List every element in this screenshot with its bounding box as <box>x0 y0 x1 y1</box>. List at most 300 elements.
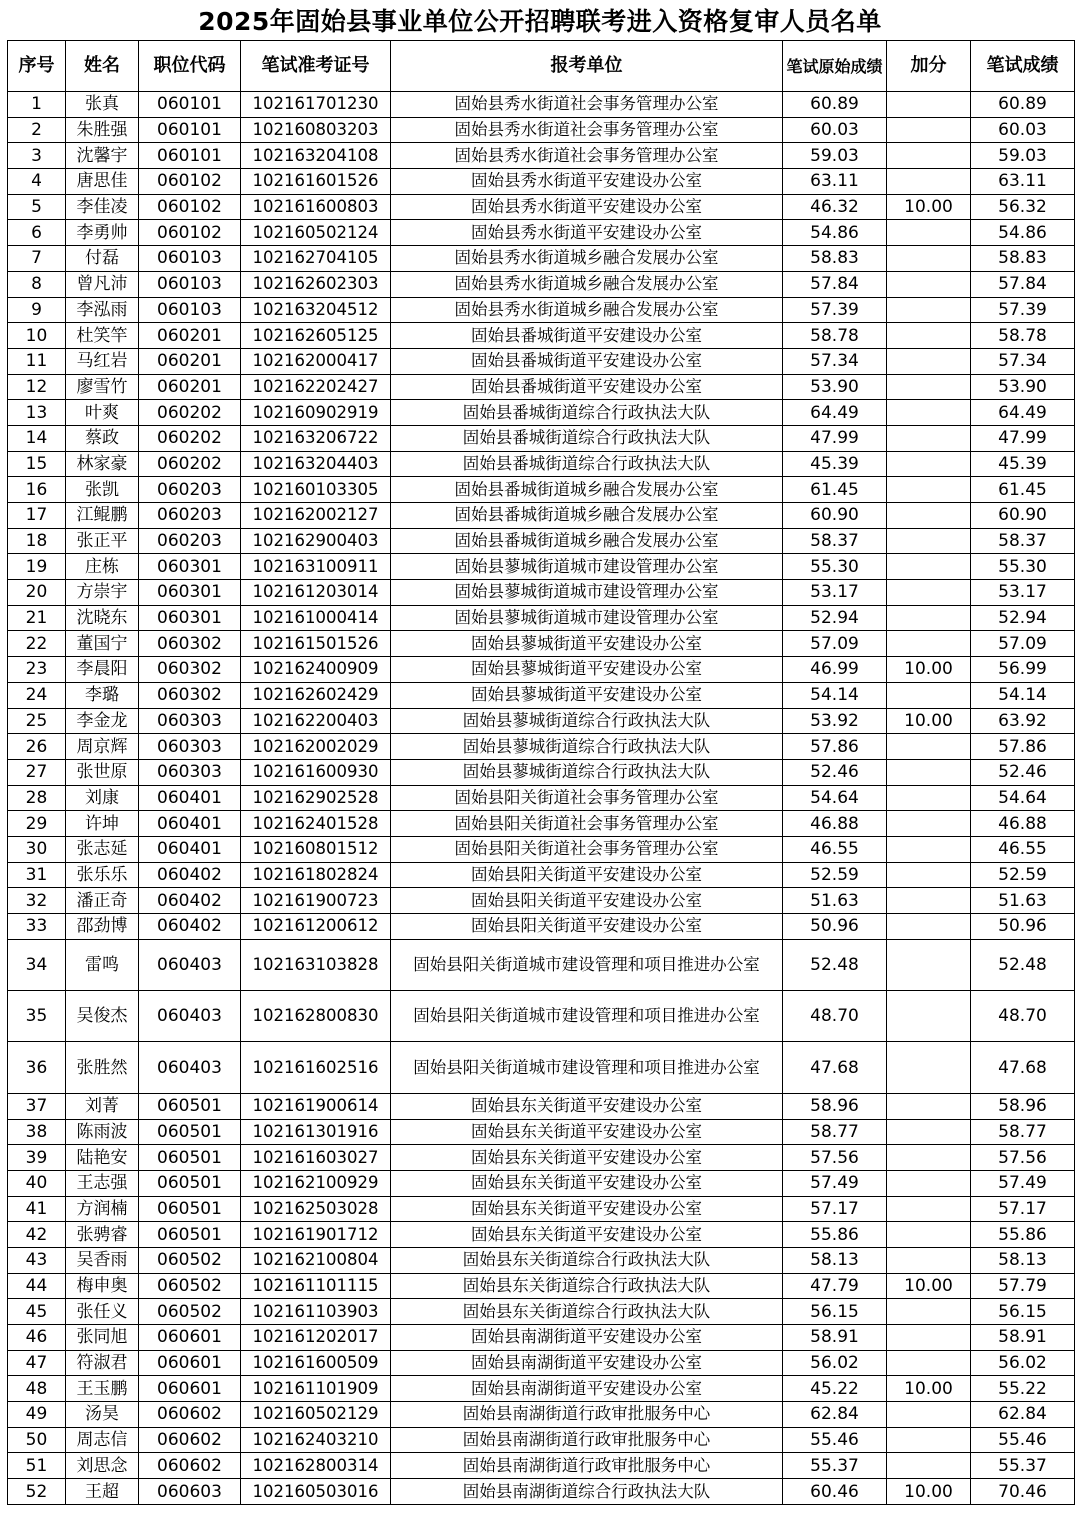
cell-index: 48 <box>8 1376 66 1402</box>
cell-unit: 固始县南湖街道综合行政执法大队 <box>391 1479 783 1505</box>
cell-bonus <box>887 836 971 862</box>
cell-unit: 固始县阳关街道社会事务管理办公室 <box>391 811 783 837</box>
cell-raw-score: 57.84 <box>783 271 887 297</box>
cell-name: 李勇帅 <box>66 220 139 246</box>
cell-exam-id: 102161203014 <box>241 580 391 606</box>
cell-index: 10 <box>8 323 66 349</box>
table-row <box>8 297 1075 323</box>
cell-index: 1 <box>8 92 66 118</box>
cell-position-code: 060501 <box>139 1196 241 1222</box>
cell-index: 31 <box>8 862 66 888</box>
cell-bonus: 10.00 <box>887 1479 971 1505</box>
cell-exam-id: 102162704105 <box>241 246 391 272</box>
cell-unit: 固始县番城街道城乡融合发展办公室 <box>391 528 783 554</box>
cell-exam-id: 102163204403 <box>241 451 391 477</box>
cell-unit: 固始县南湖街道行政审批服务中心 <box>391 1453 783 1479</box>
table-row <box>8 425 1075 451</box>
cell-name: 张凯 <box>66 477 139 503</box>
cell-exam-id: 102162602429 <box>241 682 391 708</box>
cell-unit: 固始县番城街道平安建设办公室 <box>391 374 783 400</box>
cell-raw-score: 53.92 <box>783 708 887 734</box>
cell-index: 40 <box>8 1170 66 1196</box>
cell-position-code: 060301 <box>139 605 241 631</box>
cell-exam-id: 102161602516 <box>241 1042 391 1093</box>
cell-final-score: 56.32 <box>971 194 1075 220</box>
cell-final-score: 57.86 <box>971 734 1075 760</box>
table-row <box>8 759 1075 785</box>
cell-bonus <box>887 605 971 631</box>
cell-exam-id: 102162800830 <box>241 991 391 1042</box>
table-row <box>8 657 1075 683</box>
cell-raw-score: 60.89 <box>783 92 887 118</box>
cell-unit: 固始县东关街道综合行政执法大队 <box>391 1273 783 1299</box>
cell-final-score: 57.39 <box>971 297 1075 323</box>
table-row <box>8 811 1075 837</box>
cell-index: 46 <box>8 1325 66 1351</box>
cell-position-code: 060301 <box>139 554 241 580</box>
cell-index: 20 <box>8 580 66 606</box>
cell-final-score: 52.46 <box>971 759 1075 785</box>
cell-position-code: 060403 <box>139 1042 241 1093</box>
cell-name: 李晨阳 <box>66 657 139 683</box>
cell-final-score: 53.17 <box>971 580 1075 606</box>
cell-bonus <box>887 1325 971 1351</box>
cell-index: 45 <box>8 1299 66 1325</box>
cell-position-code: 060302 <box>139 682 241 708</box>
cell-exam-id: 102161901712 <box>241 1222 391 1248</box>
cell-position-code: 060102 <box>139 194 241 220</box>
page-title: 2025年固始县事业单位公开招聘联考进入资格复审人员名单 <box>198 7 882 36</box>
cell-unit: 固始县东关街道平安建设办公室 <box>391 1196 783 1222</box>
cell-final-score: 58.91 <box>971 1325 1075 1351</box>
cell-index: 16 <box>8 477 66 503</box>
cell-exam-id: 102162100929 <box>241 1170 391 1196</box>
cell-final-score: 63.92 <box>971 708 1075 734</box>
cell-exam-id: 102160803203 <box>241 117 391 143</box>
cell-final-score: 51.63 <box>971 888 1075 914</box>
cell-name: 江鲲鹏 <box>66 503 139 529</box>
cell-index: 43 <box>8 1247 66 1273</box>
cell-position-code: 060102 <box>139 169 241 195</box>
cell-position-code: 060501 <box>139 1170 241 1196</box>
cell-raw-score: 52.94 <box>783 605 887 631</box>
cell-raw-score: 46.88 <box>783 811 887 837</box>
cell-raw-score: 53.90 <box>783 374 887 400</box>
cell-exam-id: 102162605125 <box>241 323 391 349</box>
table-row <box>8 734 1075 760</box>
cell-unit: 固始县秀水街道平安建设办公室 <box>391 169 783 195</box>
cell-unit: 固始县番城街道综合行政执法大队 <box>391 400 783 426</box>
cell-bonus: 10.00 <box>887 194 971 220</box>
cell-name: 张正平 <box>66 528 139 554</box>
cell-name: 张乐乐 <box>66 862 139 888</box>
cell-exam-id: 102162000417 <box>241 348 391 374</box>
header-raw-score: 笔试原始成绩 <box>783 41 887 92</box>
cell-raw-score: 58.37 <box>783 528 887 554</box>
cell-unit: 固始县蓼城街道综合行政执法大队 <box>391 708 783 734</box>
cell-final-score: 45.39 <box>971 451 1075 477</box>
cell-exam-id: 102161600803 <box>241 194 391 220</box>
cell-exam-id: 102163100911 <box>241 554 391 580</box>
cell-final-score: 57.84 <box>971 271 1075 297</box>
table-row <box>8 477 1075 503</box>
cell-exam-id: 102161501526 <box>241 631 391 657</box>
cell-raw-score: 57.34 <box>783 348 887 374</box>
table-row <box>8 1042 1075 1093</box>
cell-exam-id: 102160801512 <box>241 836 391 862</box>
cell-name: 张任义 <box>66 1299 139 1325</box>
cell-position-code: 060303 <box>139 734 241 760</box>
cell-final-score: 59.03 <box>971 143 1075 169</box>
cell-unit: 固始县东关街道综合行政执法大队 <box>391 1299 783 1325</box>
cell-raw-score: 60.46 <box>783 1479 887 1505</box>
table-row <box>8 451 1075 477</box>
table-row <box>8 939 1075 990</box>
cell-index: 37 <box>8 1093 66 1119</box>
cell-exam-id: 102161101115 <box>241 1273 391 1299</box>
cell-unit: 固始县番城街道综合行政执法大队 <box>391 451 783 477</box>
cell-final-score: 54.14 <box>971 682 1075 708</box>
cell-bonus <box>887 939 971 990</box>
cell-raw-score: 55.86 <box>783 1222 887 1248</box>
cell-raw-score: 47.99 <box>783 425 887 451</box>
cell-name: 张胜然 <box>66 1042 139 1093</box>
cell-position-code: 060602 <box>139 1453 241 1479</box>
cell-bonus <box>887 1196 971 1222</box>
table-row <box>8 323 1075 349</box>
table-row <box>8 1222 1075 1248</box>
cell-unit: 固始县东关街道平安建设办公室 <box>391 1119 783 1145</box>
cell-index: 34 <box>8 939 66 990</box>
cell-name: 陈雨波 <box>66 1119 139 1145</box>
cell-name: 廖雪竹 <box>66 374 139 400</box>
cell-exam-id: 102162800314 <box>241 1453 391 1479</box>
cell-final-score: 63.11 <box>971 169 1075 195</box>
cell-bonus <box>887 1247 971 1273</box>
table-row <box>8 194 1075 220</box>
header-unit: 报考单位 <box>391 41 783 92</box>
cell-bonus <box>887 220 971 246</box>
cell-name: 林家豪 <box>66 451 139 477</box>
cell-unit: 固始县南湖街道平安建设办公室 <box>391 1325 783 1351</box>
cell-bonus <box>887 477 971 503</box>
table-row <box>8 271 1075 297</box>
cell-raw-score: 58.78 <box>783 323 887 349</box>
cell-exam-id: 102162200403 <box>241 708 391 734</box>
cell-exam-id: 102161000414 <box>241 605 391 631</box>
cell-exam-id: 102161601526 <box>241 169 391 195</box>
cell-raw-score: 56.02 <box>783 1350 887 1376</box>
cell-unit: 固始县番城街道综合行政执法大队 <box>391 425 783 451</box>
cell-bonus <box>887 862 971 888</box>
cell-index: 22 <box>8 631 66 657</box>
table-row <box>8 1299 1075 1325</box>
cell-exam-id: 102162602303 <box>241 271 391 297</box>
cell-position-code: 060401 <box>139 785 241 811</box>
cell-index: 49 <box>8 1402 66 1428</box>
cell-position-code: 060203 <box>139 477 241 503</box>
cell-position-code: 060101 <box>139 143 241 169</box>
cell-final-score: 48.70 <box>971 991 1075 1042</box>
cell-bonus <box>887 734 971 760</box>
cell-position-code: 060601 <box>139 1376 241 1402</box>
cell-bonus <box>887 1299 971 1325</box>
header-final-score: 笔试成绩 <box>971 41 1075 92</box>
cell-exam-id: 102161103903 <box>241 1299 391 1325</box>
cell-exam-id: 102163103828 <box>241 939 391 990</box>
cell-raw-score: 54.64 <box>783 785 887 811</box>
cell-name: 陆艳安 <box>66 1145 139 1171</box>
cell-unit: 固始县东关街道综合行政执法大队 <box>391 1247 783 1273</box>
cell-exam-id: 102160503016 <box>241 1479 391 1505</box>
cell-name: 邵劲博 <box>66 914 139 940</box>
cell-position-code: 060401 <box>139 811 241 837</box>
table-row <box>8 708 1075 734</box>
cell-unit: 固始县阳关街道平安建设办公室 <box>391 862 783 888</box>
cell-unit: 固始县秀水街道社会事务管理办公室 <box>391 117 783 143</box>
cell-name: 刘思念 <box>66 1453 139 1479</box>
cell-index: 6 <box>8 220 66 246</box>
table-row <box>8 605 1075 631</box>
cell-bonus <box>887 1222 971 1248</box>
table-row <box>8 1479 1075 1505</box>
cell-index: 39 <box>8 1145 66 1171</box>
table-row <box>8 1427 1075 1453</box>
cell-index: 41 <box>8 1196 66 1222</box>
cell-position-code: 060501 <box>139 1093 241 1119</box>
cell-raw-score: 46.32 <box>783 194 887 220</box>
cell-bonus <box>887 143 971 169</box>
cell-bonus <box>887 425 971 451</box>
cell-name: 杜笑竿 <box>66 323 139 349</box>
cell-position-code: 060501 <box>139 1145 241 1171</box>
cell-raw-score: 52.48 <box>783 939 887 990</box>
cell-position-code: 060202 <box>139 451 241 477</box>
cell-raw-score: 57.17 <box>783 1196 887 1222</box>
cell-bonus <box>887 117 971 143</box>
cell-raw-score: 53.17 <box>783 580 887 606</box>
cell-bonus <box>887 348 971 374</box>
cell-raw-score: 60.90 <box>783 503 887 529</box>
cell-exam-id: 102161701230 <box>241 92 391 118</box>
cell-index: 8 <box>8 271 66 297</box>
cell-raw-score: 64.49 <box>783 400 887 426</box>
cell-index: 42 <box>8 1222 66 1248</box>
cell-index: 32 <box>8 888 66 914</box>
table-row <box>8 1376 1075 1402</box>
table-row <box>8 169 1075 195</box>
cell-position-code: 060401 <box>139 836 241 862</box>
cell-final-score: 57.34 <box>971 348 1075 374</box>
cell-position-code: 060502 <box>139 1273 241 1299</box>
cell-index: 33 <box>8 914 66 940</box>
cell-raw-score: 59.03 <box>783 143 887 169</box>
cell-raw-score: 54.86 <box>783 220 887 246</box>
candidate-table <box>7 40 1075 1505</box>
cell-exam-id: 102160502124 <box>241 220 391 246</box>
cell-final-score: 50.96 <box>971 914 1075 940</box>
cell-raw-score: 54.14 <box>783 682 887 708</box>
cell-unit: 固始县阳关街道城市建设管理和项目推进办公室 <box>391 1042 783 1093</box>
cell-exam-id: 102161603027 <box>241 1145 391 1171</box>
cell-raw-score: 51.63 <box>783 888 887 914</box>
cell-index: 38 <box>8 1119 66 1145</box>
table-row <box>8 246 1075 272</box>
cell-raw-score: 61.45 <box>783 477 887 503</box>
cell-final-score: 46.88 <box>971 811 1075 837</box>
cell-raw-score: 60.03 <box>783 117 887 143</box>
table-row <box>8 117 1075 143</box>
cell-position-code: 060502 <box>139 1247 241 1273</box>
cell-position-code: 060302 <box>139 657 241 683</box>
cell-final-score: 57.79 <box>971 1273 1075 1299</box>
cell-unit: 固始县阳关街道城市建设管理和项目推进办公室 <box>391 991 783 1042</box>
cell-raw-score: 50.96 <box>783 914 887 940</box>
cell-bonus <box>887 631 971 657</box>
cell-exam-id: 102160103305 <box>241 477 391 503</box>
cell-bonus: 10.00 <box>887 708 971 734</box>
cell-name: 刘菁 <box>66 1093 139 1119</box>
cell-unit: 固始县番城街道城乡融合发展办公室 <box>391 503 783 529</box>
cell-exam-id: 102161802824 <box>241 862 391 888</box>
cell-name: 张世原 <box>66 759 139 785</box>
cell-index: 29 <box>8 811 66 837</box>
header-index: 序号 <box>8 41 66 92</box>
cell-index: 24 <box>8 682 66 708</box>
cell-exam-id: 102161101909 <box>241 1376 391 1402</box>
cell-final-score: 52.94 <box>971 605 1075 631</box>
cell-name: 王志强 <box>66 1170 139 1196</box>
cell-raw-score: 45.39 <box>783 451 887 477</box>
cell-unit: 固始县东关街道平安建设办公室 <box>391 1093 783 1119</box>
cell-exam-id: 102161301916 <box>241 1119 391 1145</box>
cell-final-score: 60.89 <box>971 92 1075 118</box>
cell-bonus <box>887 811 971 837</box>
cell-name: 许坤 <box>66 811 139 837</box>
cell-final-score: 52.59 <box>971 862 1075 888</box>
cell-final-score: 52.48 <box>971 939 1075 990</box>
cell-unit: 固始县东关街道平安建设办公室 <box>391 1145 783 1171</box>
cell-raw-score: 58.96 <box>783 1093 887 1119</box>
cell-index: 28 <box>8 785 66 811</box>
cell-raw-score: 57.39 <box>783 297 887 323</box>
table-row <box>8 862 1075 888</box>
cell-index: 51 <box>8 1453 66 1479</box>
cell-bonus <box>887 1170 971 1196</box>
cell-index: 14 <box>8 425 66 451</box>
cell-position-code: 060303 <box>139 708 241 734</box>
cell-bonus <box>887 1453 971 1479</box>
cell-unit: 固始县阳关街道社会事务管理办公室 <box>391 785 783 811</box>
cell-raw-score: 57.56 <box>783 1145 887 1171</box>
cell-final-score: 58.13 <box>971 1247 1075 1273</box>
cell-position-code: 060602 <box>139 1402 241 1428</box>
table-header-row <box>8 41 1075 92</box>
cell-bonus <box>887 682 971 708</box>
cell-position-code: 060403 <box>139 939 241 990</box>
cell-final-score: 60.03 <box>971 117 1075 143</box>
cell-index: 17 <box>8 503 66 529</box>
cell-unit: 固始县番城街道平安建设办公室 <box>391 323 783 349</box>
cell-index: 35 <box>8 991 66 1042</box>
cell-name: 庄栋 <box>66 554 139 580</box>
cell-bonus <box>887 914 971 940</box>
cell-position-code: 060201 <box>139 323 241 349</box>
cell-exam-id: 102162403210 <box>241 1427 391 1453</box>
table-row <box>8 374 1075 400</box>
cell-position-code: 060201 <box>139 374 241 400</box>
cell-bonus <box>887 297 971 323</box>
table-row <box>8 1402 1075 1428</box>
cell-index: 11 <box>8 348 66 374</box>
cell-final-score: 58.78 <box>971 323 1075 349</box>
cell-name: 王超 <box>66 1479 139 1505</box>
cell-index: 5 <box>8 194 66 220</box>
cell-name: 马红岩 <box>66 348 139 374</box>
cell-bonus <box>887 169 971 195</box>
table-row <box>8 1093 1075 1119</box>
table-row <box>8 143 1075 169</box>
table-row <box>8 1453 1075 1479</box>
cell-name: 叶爽 <box>66 400 139 426</box>
table-row <box>8 580 1075 606</box>
cell-position-code: 060103 <box>139 246 241 272</box>
cell-name: 张志延 <box>66 836 139 862</box>
cell-position-code: 060301 <box>139 580 241 606</box>
cell-position-code: 060402 <box>139 914 241 940</box>
cell-index: 4 <box>8 169 66 195</box>
cell-bonus <box>887 759 971 785</box>
cell-unit: 固始县阳关街道城市建设管理和项目推进办公室 <box>391 939 783 990</box>
cell-name: 李金龙 <box>66 708 139 734</box>
cell-index: 19 <box>8 554 66 580</box>
cell-bonus <box>887 1119 971 1145</box>
cell-index: 52 <box>8 1479 66 1505</box>
cell-position-code: 060203 <box>139 503 241 529</box>
cell-name: 沈馨宇 <box>66 143 139 169</box>
cell-unit: 固始县南湖街道平安建设办公室 <box>391 1376 783 1402</box>
cell-final-score: 70.46 <box>971 1479 1075 1505</box>
cell-raw-score: 55.37 <box>783 1453 887 1479</box>
cell-index: 9 <box>8 297 66 323</box>
cell-exam-id: 102160502129 <box>241 1402 391 1428</box>
cell-name: 付磊 <box>66 246 139 272</box>
cell-name: 雷鸣 <box>66 939 139 990</box>
cell-raw-score: 55.30 <box>783 554 887 580</box>
cell-position-code: 060302 <box>139 631 241 657</box>
cell-name: 张真 <box>66 92 139 118</box>
cell-bonus <box>887 400 971 426</box>
cell-final-score: 55.46 <box>971 1427 1075 1453</box>
cell-final-score: 55.37 <box>971 1453 1075 1479</box>
table-row <box>8 1145 1075 1171</box>
table-row <box>8 631 1075 657</box>
table-row <box>8 1273 1075 1299</box>
cell-position-code: 060601 <box>139 1325 241 1351</box>
cell-name: 周京辉 <box>66 734 139 760</box>
table-row <box>8 682 1075 708</box>
cell-exam-id: 102162401528 <box>241 811 391 837</box>
cell-unit: 固始县秀水街道城乡融合发展办公室 <box>391 246 783 272</box>
cell-position-code: 060602 <box>139 1427 241 1453</box>
cell-unit: 固始县阳关街道平安建设办公室 <box>391 888 783 914</box>
cell-unit: 固始县蓼城街道平安建设办公室 <box>391 657 783 683</box>
cell-bonus: 10.00 <box>887 1273 971 1299</box>
cell-position-code: 060103 <box>139 297 241 323</box>
cell-position-code: 060102 <box>139 220 241 246</box>
cell-final-score: 55.22 <box>971 1376 1075 1402</box>
cell-unit: 固始县南湖街道行政审批服务中心 <box>391 1402 783 1428</box>
